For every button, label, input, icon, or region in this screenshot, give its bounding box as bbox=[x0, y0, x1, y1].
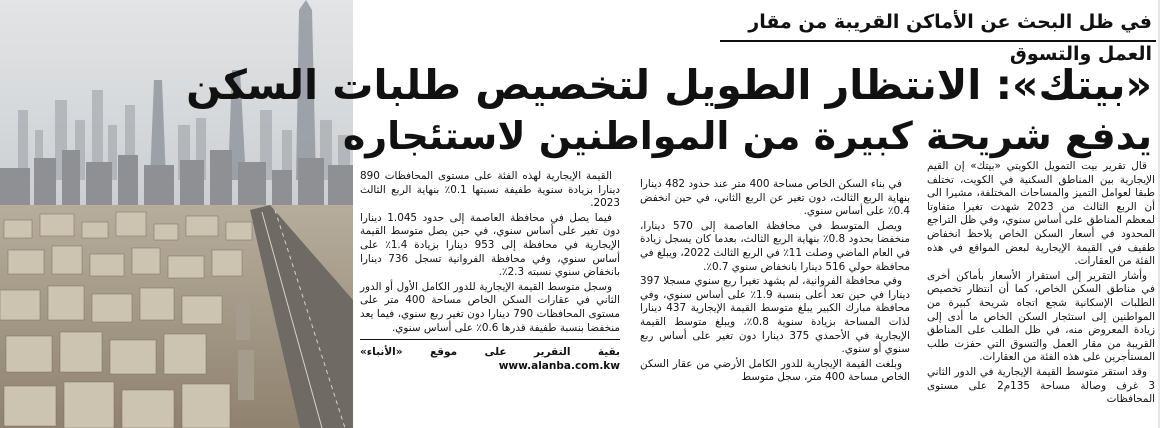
paragraph: القيمة الإيجارية لهذه الفئة على مستوى المحافظات 890 دينارا بزيادة سنوية طفيفة نسبتها 0.1٪ بنهاية الربع الثالث 2023. bbox=[360, 170, 620, 210]
continuation-note bbox=[360, 345, 620, 373]
headline-line-2: يدفع شريحة كبيرة من المواطنين لاستئجاره bbox=[342, 114, 1152, 158]
headline-line-1: «بيتك»: الانتظار الطويل لتخصيص طلبات السكن bbox=[186, 61, 1152, 109]
footer-divider bbox=[360, 339, 620, 340]
headline bbox=[186, 60, 1152, 162]
paragraph: وسجل متوسط القيمة الإيجارية للدور الكامل الأول أو الدور الثاني في عقارات السكن الخاص مساحة 400 متر على مستوى المحافظات 790 دينارا دون تغير ربع سنوي، فيما يعد منخفضا بنسبة طفيفة قدرها 0.6٪ على أساس سنوي. bbox=[360, 280, 620, 334]
article-column-2 bbox=[640, 178, 910, 386]
website-link[interactable]: www.alanba.com.kw bbox=[498, 360, 620, 373]
paragraph: ويصل المتوسط في محافظة العاصمة إلى 570 دينارا، منخفضا بحدود 0.8٪ بنهاية الربع الثالث، بعدما كان يسجل زيادة في العام الماضي وصلت 11٪ في الربع الثالث 2022، ويبلغ في محافظة حولي 516 دينارا بانخفاض سنوي 0.7٪. bbox=[640, 219, 910, 273]
paragraph: قال تقرير بيت التمويل الكويتي «بيتك» إن القيم الإيجارية بين المناطق السكنية في الكويت، تختلف طبقا لعوامل التميز والمساحات المختلفة، مشيرا الى أن الربع الثالث من 2023 شهدت تغيرا متفاوتا لمعظم المناطق على أساس سنوي، وفي ظل التراجع المحدود في أسعار السكن الخاص يلاحظ انخفاض طفيف في القيمة الإيجارية لبعض المواقع في هذه الفئة من العقارات. bbox=[927, 160, 1156, 268]
paragraph: وفي محافظة الفروانية، لم يشهد تغيرا ربع سنوي مسجلا 397 دينارا في حين تعد أعلى بنسبة 1.9٪ على أساس سنوي، وفي محافظة مبارك الكبير يبلغ متوسط القيمة الإيجارية 437 دينارا لذات المساحة بزيادة سنوية 0.8٪، ويبلغ متوسط القيمة الإيجارية في الأحمدي 375 دينارا دون تغير على أساس ربع سنوي أو سنوي. bbox=[640, 275, 910, 356]
paragraph: وقد استقر متوسط القيمة الإيجارية في الدور الثاني 3 غرف وصالة مساحة 135م2 على مستوى المحافظات bbox=[927, 365, 1155, 406]
article-column-3 bbox=[360, 170, 620, 373]
paragraph: وبلغت القيمة الإيجارية للدور الكامل الأرضي من عقار السكن الخاص مساحة 400 متر، سجل متوسط bbox=[640, 357, 910, 384]
article-column-1 bbox=[927, 160, 1155, 408]
paragraph: في بناء السكن الخاص مساحة 400 متر عند حدود 482 دينارا بنهاية الربع الثالث، دون تغير عن الربع الثاني، في حين انخفض 0.4٪ على أساس سنوي. bbox=[640, 178, 910, 218]
kicker: في ظل البحث عن الأماكن القريبة من مقار العمل والتسوق bbox=[748, 11, 1152, 65]
paragraph: وأشار التقرير إلى استقرار الأسعار بأماكن أخرى في مناطق السكن الخاص، كما أن انتظار تخصيص الطلبات الإسكانية شجع اتجاه شريحة كبيرة من المواطنين إلى استئجار السكن الخاص ما أدى إلى زيادة المعروض منه، في ظل الطلب على المناطق القريبة من مقار العمل والتسوق التي حفزت طلب المستأجرين على هذه الفئة من العقارات. bbox=[927, 269, 1155, 364]
continuation-text: بقية التقرير على موقع «الأنباء» bbox=[360, 346, 620, 359]
paragraph: فيما يصل في محافظة العاصمة إلى حدود 1.045 دينارا دون تغير على أساس سنوي، في حين يصل متوسط القيمة الإيجارية في محافظة إلى 953 دينارا بزيادة 1.4٪ على أساس سنوي، وفي محافظة الفروانية تسجل 736 دينارا بانخفاض سنوي نسبته 2.3٪. bbox=[360, 211, 620, 279]
kicker-divider bbox=[720, 40, 1156, 42]
